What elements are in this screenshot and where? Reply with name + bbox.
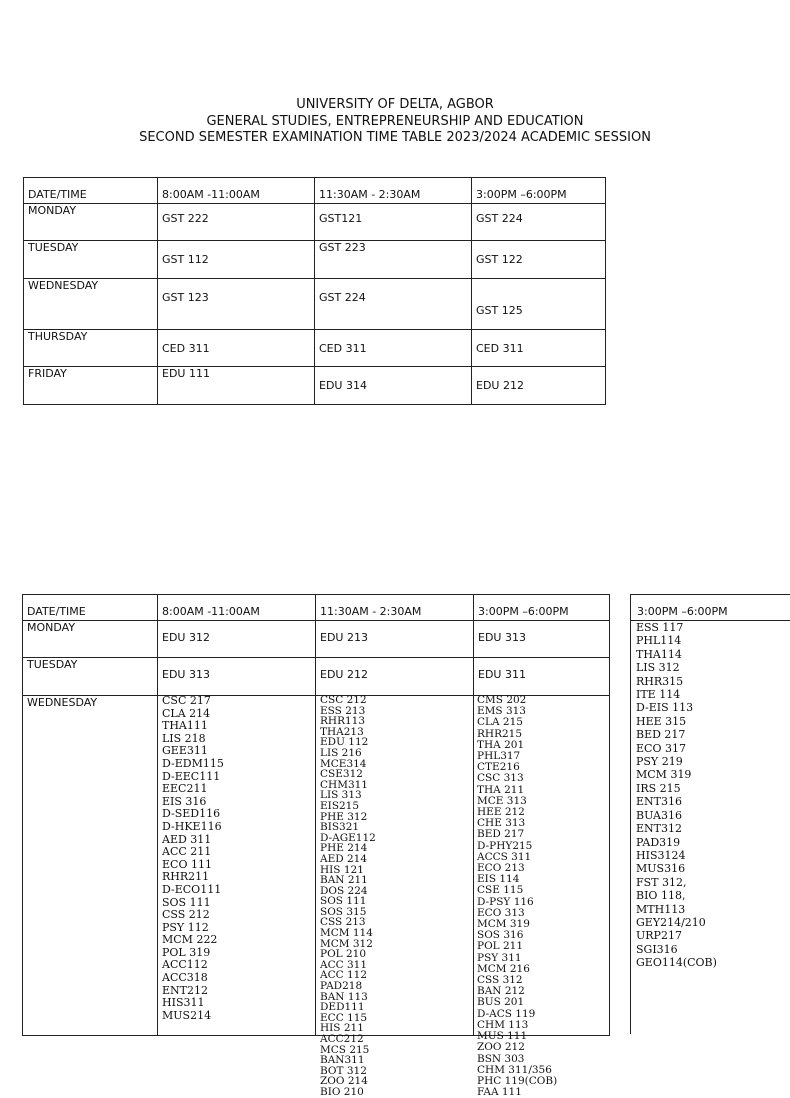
list-item: D-PHY215 bbox=[477, 839, 533, 852]
list-item: RHR113 bbox=[320, 715, 366, 728]
list-item: ACC 211 bbox=[162, 845, 212, 859]
list-item: POL 210 bbox=[320, 948, 367, 961]
course-cell: GST 224 bbox=[472, 204, 606, 241]
document-header bbox=[0, 97, 790, 147]
list-item: ZOO 212 bbox=[477, 1041, 525, 1054]
list-item: D-AGE112 bbox=[320, 831, 376, 844]
list-item: D-EDM115 bbox=[162, 756, 224, 770]
course-cell: EDU 111 bbox=[158, 367, 315, 405]
university-name: UNIVERSITY OF DELTA, AGBOR bbox=[296, 97, 494, 112]
list-item: FAA 111 bbox=[477, 1086, 522, 1098]
table-row bbox=[24, 241, 606, 279]
list-item: EEC211 bbox=[162, 782, 208, 796]
list-item: MCE 313 bbox=[477, 794, 527, 807]
gst-timetable bbox=[23, 177, 606, 405]
list-item: EIS 114 bbox=[477, 873, 520, 886]
list-item: EMS 313 bbox=[477, 705, 526, 718]
list-item: FST 312, bbox=[636, 875, 687, 889]
list-item: ENT316 bbox=[636, 795, 682, 809]
wednesday-3pm-course-list bbox=[477, 695, 557, 1098]
course-cell: GST 123 bbox=[158, 279, 315, 330]
list-item: BED 217 bbox=[477, 828, 525, 841]
list-item: BAN 212 bbox=[477, 985, 525, 998]
department-name: GENERAL STUDIES, ENTREPRENEURSHIP AND EDUCATION bbox=[206, 113, 584, 129]
list-item: MUS316 bbox=[636, 862, 686, 876]
list-item: BUA316 bbox=[636, 808, 682, 822]
list-item: MCS 215 bbox=[320, 1043, 370, 1056]
list-item: EIS215 bbox=[320, 799, 360, 812]
course-cell: CED 311 bbox=[158, 330, 315, 367]
list-item: HIS3124 bbox=[636, 848, 686, 862]
table-row bbox=[24, 367, 606, 405]
list-item: BIO 210 bbox=[320, 1085, 364, 1098]
day-cell: TUESDAY bbox=[23, 658, 158, 696]
list-item: CHE 313 bbox=[477, 817, 526, 830]
list-item: MCE314 bbox=[320, 757, 367, 770]
list-item: PSY 219 bbox=[636, 755, 683, 769]
list-item: ACC 112 bbox=[320, 969, 368, 982]
list-item: MCM 114 bbox=[320, 927, 373, 940]
list-item: HIS 211 bbox=[320, 1022, 364, 1035]
list-item: ACC212 bbox=[320, 1033, 364, 1045]
list-item: SOS 111 bbox=[162, 895, 211, 909]
list-item: PHE 312 bbox=[320, 810, 368, 823]
course-cell: EDU 313 bbox=[474, 621, 610, 658]
wednesday-3pm-extra-course-list bbox=[631, 621, 790, 970]
list-item: AED 214 bbox=[320, 852, 368, 865]
header-slot-1: 8:00AM -11:00AM bbox=[158, 178, 315, 204]
list-item: CSC 217 bbox=[162, 694, 211, 707]
list-item: PHC 119(COB) bbox=[477, 1074, 558, 1087]
list-item: CTE216 bbox=[477, 761, 520, 774]
list-item: HIS311 bbox=[162, 996, 205, 1010]
table-row bbox=[23, 658, 610, 696]
header-slot-1: 8:00AM -11:00AM bbox=[158, 595, 316, 621]
day-cell: MONDAY bbox=[23, 621, 158, 658]
list-item: BIS321 bbox=[320, 821, 360, 834]
list-item: DOS 224 bbox=[320, 884, 368, 897]
list-item: MUS 111 bbox=[477, 1030, 528, 1043]
day-cell: WEDNESDAY bbox=[23, 696, 158, 1036]
list-item: BIO 118, bbox=[636, 889, 686, 903]
extra-3pm-column bbox=[630, 594, 790, 1034]
list-item: GEE311 bbox=[162, 744, 208, 758]
table-row bbox=[24, 330, 606, 367]
list-item: ECC 115 bbox=[320, 1011, 368, 1024]
list-item: HEE 212 bbox=[477, 806, 525, 819]
course-cell: EDU 212 bbox=[472, 367, 606, 405]
list-item: MCM 312 bbox=[320, 937, 373, 950]
column-divider bbox=[609, 594, 610, 1034]
course-cell: GST 223 bbox=[315, 241, 472, 279]
list-item: RHR315 bbox=[636, 674, 684, 688]
table-row bbox=[24, 204, 606, 241]
list-item: CLA 214 bbox=[162, 706, 211, 720]
list-item: ACC112 bbox=[162, 958, 208, 972]
list-item: D-HKE116 bbox=[162, 819, 222, 833]
list-item: CSE312 bbox=[320, 768, 363, 781]
course-cell: EDU 314 bbox=[315, 367, 472, 405]
day-cell: MONDAY bbox=[24, 204, 158, 241]
list-item: MUS214 bbox=[162, 1008, 212, 1022]
list-item: PHL317 bbox=[477, 750, 521, 763]
day-cell: FRIDAY bbox=[24, 367, 158, 405]
list-item: POL 211 bbox=[477, 940, 524, 953]
list-item: RHR215 bbox=[477, 727, 523, 740]
header-date-time: DATE/TIME bbox=[24, 178, 158, 204]
list-item: GEY214/210 bbox=[636, 915, 706, 929]
course-cell: EDU 313 bbox=[158, 658, 316, 696]
list-item: D-ECO111 bbox=[162, 882, 222, 896]
list-item: EIS 316 bbox=[162, 794, 207, 808]
list-item: CMS 202 bbox=[477, 694, 527, 706]
timetable-title: SECOND SEMESTER EXAMINATION TIME TABLE 2023/2024 ACADEMIC SESSION bbox=[139, 130, 651, 145]
list-item: LIS 313 bbox=[320, 789, 362, 802]
table-header-row bbox=[24, 178, 606, 204]
table-row bbox=[23, 621, 610, 658]
course-cell: EDU 311 bbox=[474, 658, 610, 696]
list-item: MTH113 bbox=[636, 902, 686, 916]
list-item: SOS 315 bbox=[320, 905, 367, 918]
list-item: D-SED116 bbox=[162, 807, 221, 821]
list-item: BOT 312 bbox=[320, 1064, 367, 1077]
list-item: ACCS 311 bbox=[477, 850, 532, 863]
course-cell: GST 222 bbox=[158, 204, 315, 241]
list-item: ACC318 bbox=[162, 971, 208, 985]
table-row bbox=[24, 279, 606, 330]
wednesday-8am-course-list bbox=[162, 695, 224, 1022]
day-cell: WEDNESDAY bbox=[24, 279, 158, 330]
list-item: CHM 113 bbox=[477, 1018, 529, 1031]
list-item: THA111 bbox=[162, 719, 208, 733]
day-cell: TUESDAY bbox=[24, 241, 158, 279]
course-cell: EDU 312 bbox=[158, 621, 316, 658]
list-item: ITE 114 bbox=[636, 688, 681, 702]
list-item: BSN 303 bbox=[477, 1052, 525, 1065]
list-item: PSY 311 bbox=[477, 951, 522, 964]
day-cell: THURSDAY bbox=[24, 330, 158, 367]
list-item: BAN 211 bbox=[320, 874, 368, 887]
list-item: CSE 115 bbox=[477, 884, 524, 897]
list-item: PHL114 bbox=[636, 634, 682, 648]
course-cell: EDU 212 bbox=[316, 658, 474, 696]
list-item: ECO 313 bbox=[477, 906, 525, 919]
list-item: SOS 111 bbox=[320, 895, 367, 908]
list-item: ENT212 bbox=[162, 983, 208, 997]
list-item: D-EIS 113 bbox=[636, 701, 694, 715]
list-item: RHR211 bbox=[162, 870, 210, 884]
course-cell: GST121 bbox=[315, 204, 472, 241]
list-item: ECO 111 bbox=[162, 857, 212, 871]
table-header-row bbox=[23, 595, 610, 621]
list-item: THA213 bbox=[320, 725, 364, 738]
list-item: THA114 bbox=[636, 647, 682, 661]
list-item: HIS 121 bbox=[320, 863, 364, 876]
list-item: MCM 222 bbox=[162, 933, 218, 947]
list-item: AED 311 bbox=[162, 832, 212, 846]
course-cell: GST 224 bbox=[315, 279, 472, 330]
list-item: PSY 112 bbox=[162, 920, 209, 934]
list-item: DED111 bbox=[320, 1001, 365, 1014]
list-item: CSC 313 bbox=[477, 772, 524, 785]
list-item: ECO 213 bbox=[477, 862, 525, 875]
list-item: CHM 311/356 bbox=[477, 1063, 552, 1076]
list-item: CSC 212 bbox=[320, 694, 367, 706]
list-item: ENT312 bbox=[636, 822, 682, 836]
list-item: ECO 317 bbox=[636, 741, 686, 755]
list-item: BUS 201 bbox=[477, 996, 525, 1009]
list-item: POL 319 bbox=[162, 945, 211, 959]
list-item: MCM 319 bbox=[477, 918, 530, 931]
list-item: LIS 216 bbox=[320, 746, 362, 759]
list-item: ZOO 214 bbox=[320, 1075, 368, 1088]
course-cell: CED 311 bbox=[472, 330, 606, 367]
header-slot-3: 3:00PM –6:00PM bbox=[474, 595, 610, 621]
list-item: CSS 312 bbox=[477, 974, 523, 987]
list-item: D-PSY 116 bbox=[477, 895, 534, 908]
list-item: PAD319 bbox=[636, 835, 681, 849]
list-item: D-EEC111 bbox=[162, 769, 221, 783]
list-item: CSS 212 bbox=[162, 908, 210, 922]
list-item: D-ACS 119 bbox=[477, 1007, 536, 1020]
list-item: LIS 218 bbox=[162, 731, 206, 745]
course-cell: GST 122 bbox=[472, 241, 606, 279]
list-item: HEE 315 bbox=[636, 714, 687, 728]
course-cell: EDU 213 bbox=[316, 621, 474, 658]
list-item: BAN 113 bbox=[320, 990, 368, 1003]
list-item: IRS 215 bbox=[636, 781, 681, 795]
list-item: MCM 216 bbox=[477, 962, 530, 975]
course-cell: GST 125 bbox=[472, 279, 606, 330]
list-item: BED 217 bbox=[636, 728, 686, 742]
list-item: SGI316 bbox=[636, 942, 678, 956]
list-item: LIS 312 bbox=[636, 661, 680, 675]
course-cell: CED 311 bbox=[315, 330, 472, 367]
list-item: MCM 319 bbox=[636, 768, 692, 782]
course-cell: GST 112 bbox=[158, 241, 315, 279]
list-item: CHM311 bbox=[320, 778, 368, 791]
list-item: THA 211 bbox=[477, 783, 525, 796]
list-item: GEO114(COB) bbox=[636, 956, 717, 970]
list-item: CSS 213 bbox=[320, 916, 366, 929]
list-item: THA 201 bbox=[477, 738, 525, 751]
list-item: PAD218 bbox=[320, 980, 363, 993]
header-date-time: DATE/TIME bbox=[23, 595, 158, 621]
list-item: ESS 213 bbox=[320, 704, 366, 717]
header-slot-2: 11:30AM - 2:30AM bbox=[315, 178, 472, 204]
wednesday-1130-course-list bbox=[320, 695, 376, 1098]
header-slot-3-extra: 3:00PM –6:00PM bbox=[631, 595, 790, 621]
list-item: PHE 214 bbox=[320, 842, 368, 855]
header-slot-3: 3:00PM –6:00PM bbox=[472, 178, 606, 204]
list-item: ESS 117 bbox=[636, 621, 684, 634]
list-item: CLA 215 bbox=[477, 716, 523, 729]
list-item: URP217 bbox=[636, 929, 682, 943]
list-item: SOS 316 bbox=[477, 929, 524, 942]
header-slot-2: 11:30AM - 2:30AM bbox=[316, 595, 474, 621]
list-item: EDU 112 bbox=[320, 736, 369, 749]
list-item: BAN311 bbox=[320, 1054, 365, 1067]
list-item: ACC 311 bbox=[320, 958, 368, 971]
